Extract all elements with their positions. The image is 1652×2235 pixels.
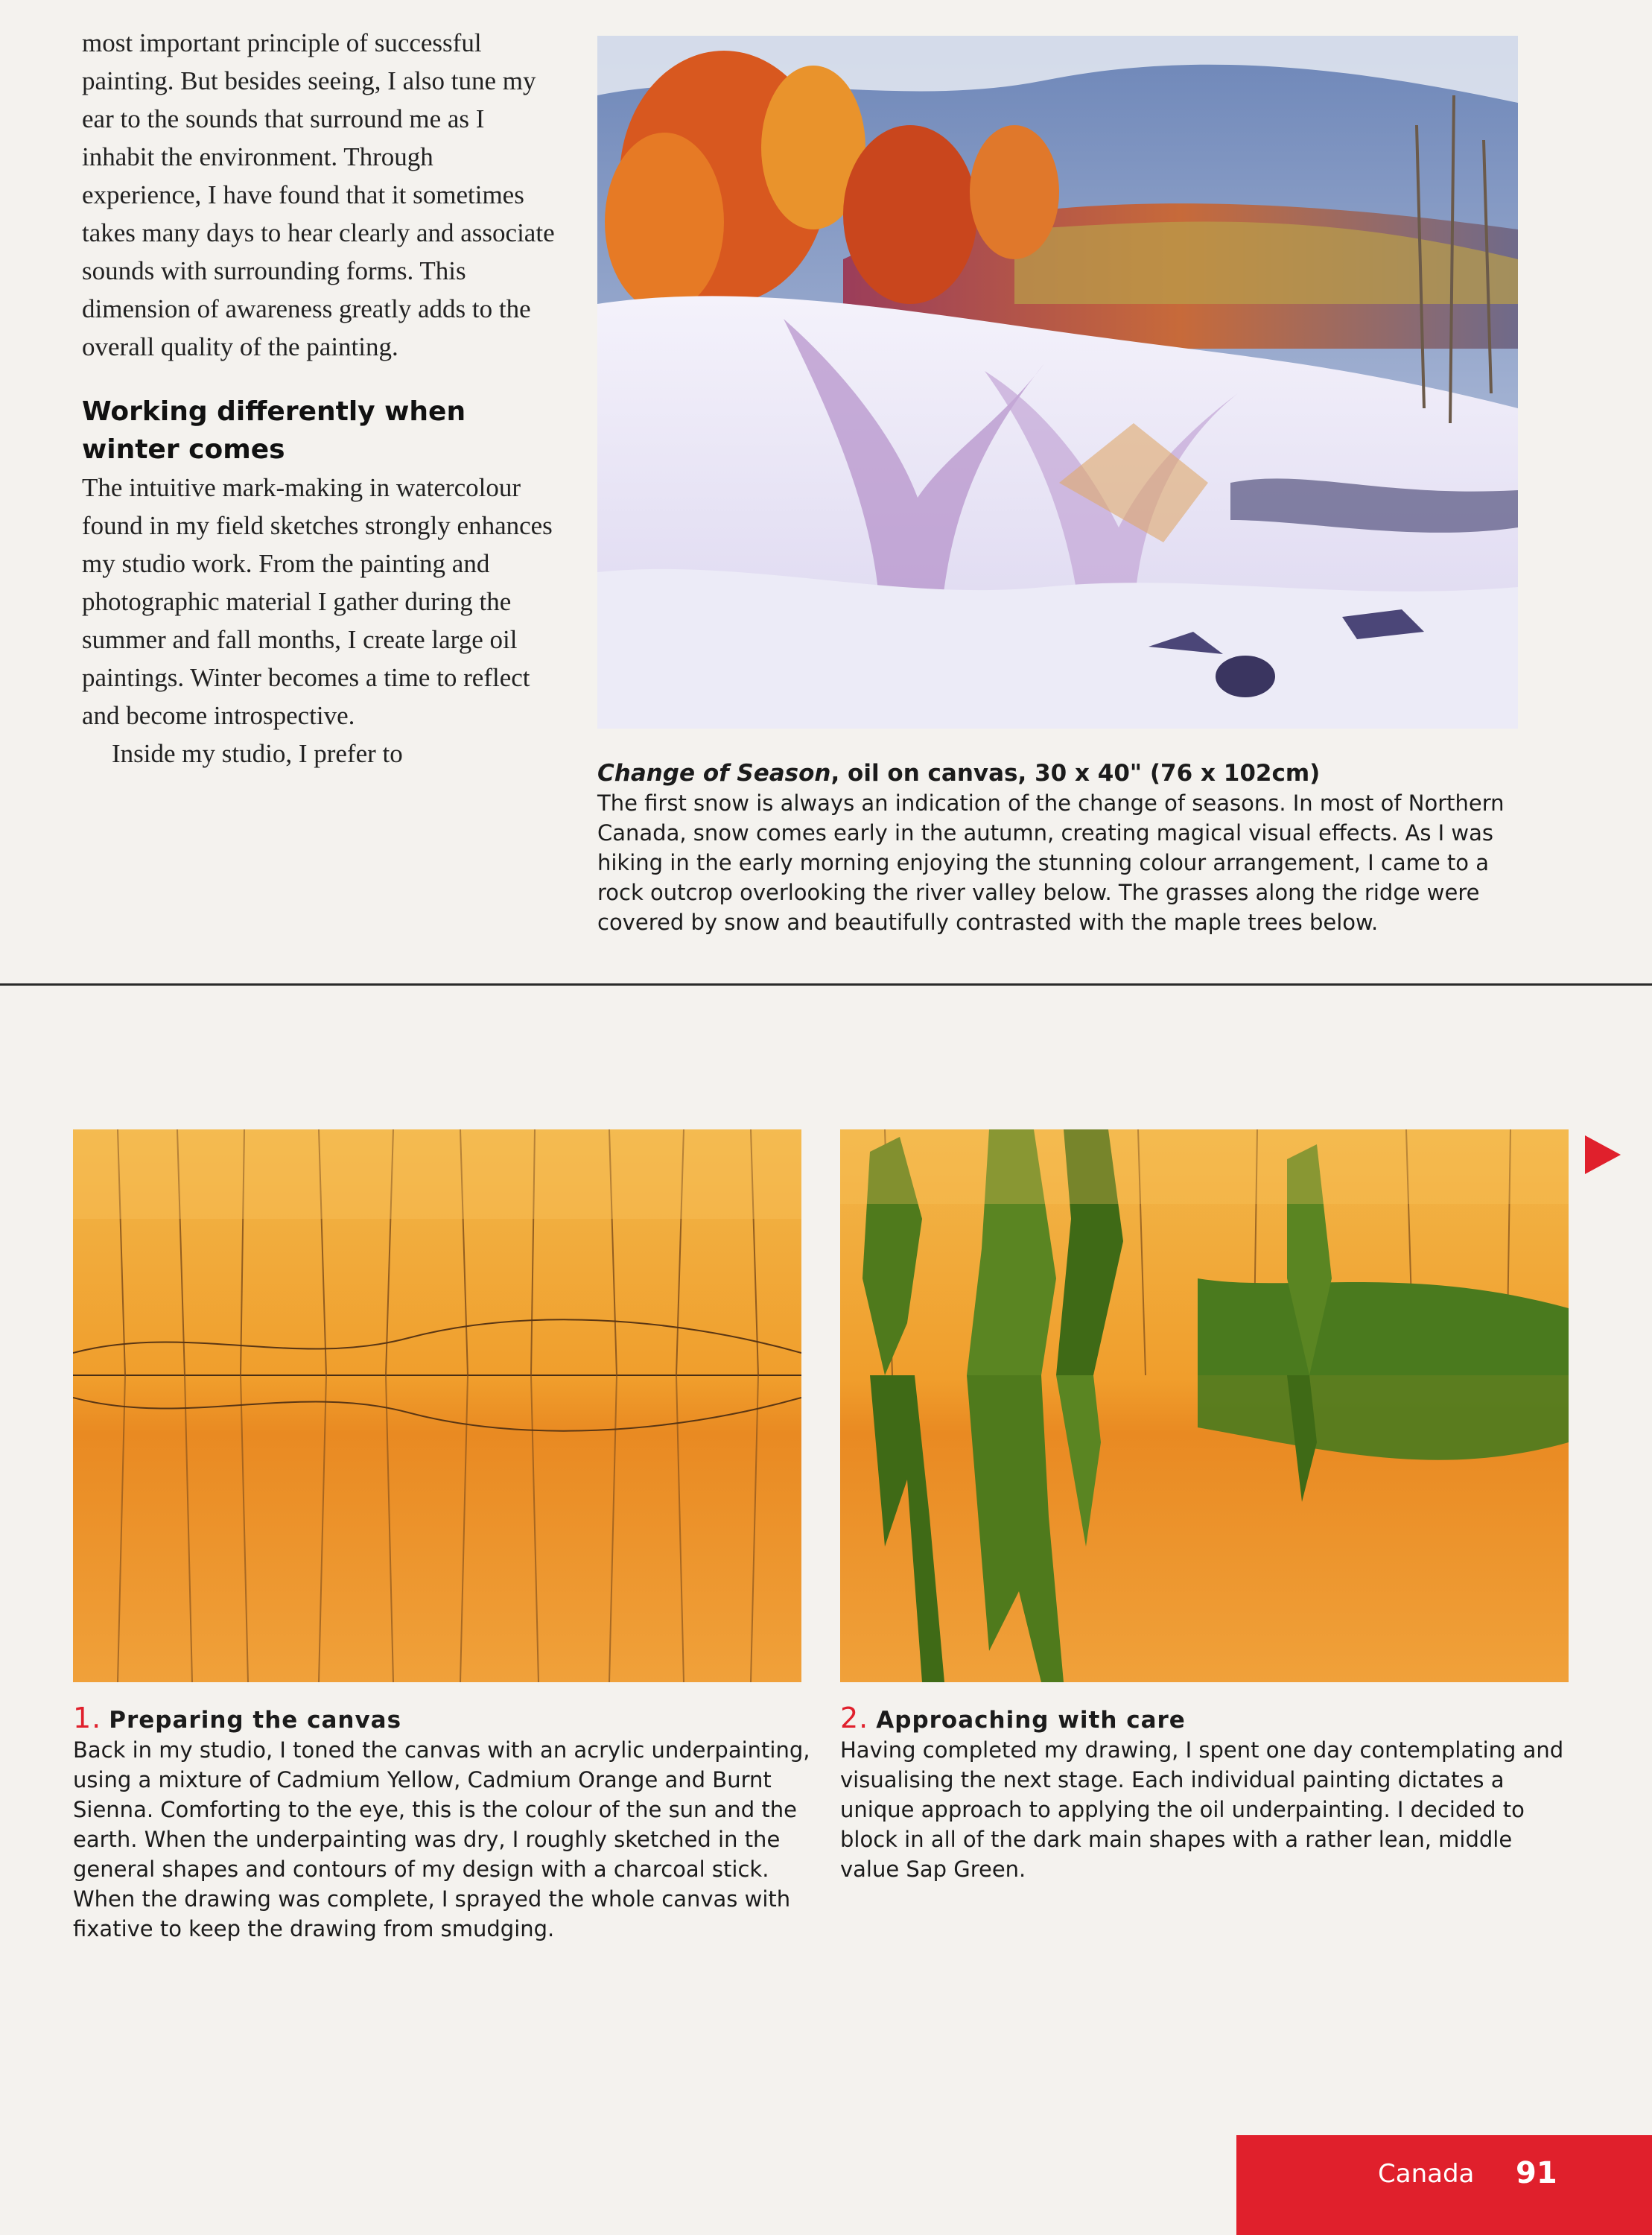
- main-painting-description: The first snow is always an indication of the change of seasons. In most of Northern Canada, snow comes early in the autumn, creating magical visual effects. As I was hiking in the early morning enjoying the stunning colour arrangement, I came to a rock outcrop overlooking the river valley below. The grasses along the ridge were covered by snow and beautifully contrasted with the maple trees below.: [597, 790, 1505, 935]
- body-paragraph-1: most important principle of successful painting. But besides seeing, I also tune my ear to the sounds that surround me as I inhabit the environment. Through experience, I have found that it sometimes takes many days to hear clearly and associate sounds with surrounding forms. This dimension of awareness greatly adds to the overall quality of the painting.: [82, 28, 555, 361]
- step-2-number: 2.: [840, 1702, 869, 1734]
- step-1-caption: [73, 1703, 810, 1944]
- page-number: 91: [1516, 2156, 1557, 2190]
- footer-section-name: Canada: [1378, 2159, 1475, 2189]
- main-painting-caption: [597, 758, 1521, 937]
- main-painting-image: [597, 36, 1518, 729]
- step-2-heading: [840, 1703, 1578, 1735]
- body-paragraph-3: Inside my studio, I prefer to: [112, 739, 403, 768]
- section-divider: [0, 983, 1652, 986]
- section-heading: Working differently when winter comes: [82, 396, 466, 465]
- step-2-caption: [840, 1703, 1578, 1884]
- body-text-column: [82, 24, 559, 773]
- body-paragraph-2: The intuitive mark-making in watercolour found in my field sketches strongly enhances my studio work. From the painting and photographic material I gather during the summer and fall months, I create large oil paintings. Winter becomes a time to reflect and become introspective.: [82, 473, 553, 730]
- step-2-text: Having completed my drawing, I spent one day contemplating and visualising the next stage. Each individual painting dictates a unique approach to applying the oil underpainting. I decided to block in all of the dark main shapes with a rather lean, middle value Sap Green.: [840, 1737, 1564, 1882]
- step-1-title: Preparing the canvas: [109, 1707, 402, 1734]
- footer-page-tab: [1236, 2135, 1652, 2235]
- triangle-right-icon: [1585, 1135, 1621, 1174]
- step-2-painting-image: [840, 1129, 1569, 1682]
- step-1-number: 1.: [73, 1702, 102, 1734]
- main-painting-title: Change of Season: [597, 760, 831, 787]
- step-1-painting-image: [73, 1129, 801, 1682]
- step-1-text: Back in my studio, I toned the canvas with an acrylic underpainting, using a mixture of Cadmium Yellow, Cadmium Orange and Burnt Sienna. Comforting to the eye, this is the colour of the sun and the earth. When the underpainting was dry, I roughly sketched in the general shapes and contours of my design with a charcoal stick. When the drawing was complete, I sprayed the whole canvas with fixative to keep the drawing from smudging.: [73, 1737, 810, 1941]
- step-1-heading: [73, 1703, 810, 1735]
- step-2-title: Approaching with care: [876, 1707, 1186, 1734]
- main-painting-title-line: [597, 758, 1521, 788]
- main-painting-medium: , oil on canvas, 30 x 40" (76 x 102cm): [830, 760, 1321, 787]
